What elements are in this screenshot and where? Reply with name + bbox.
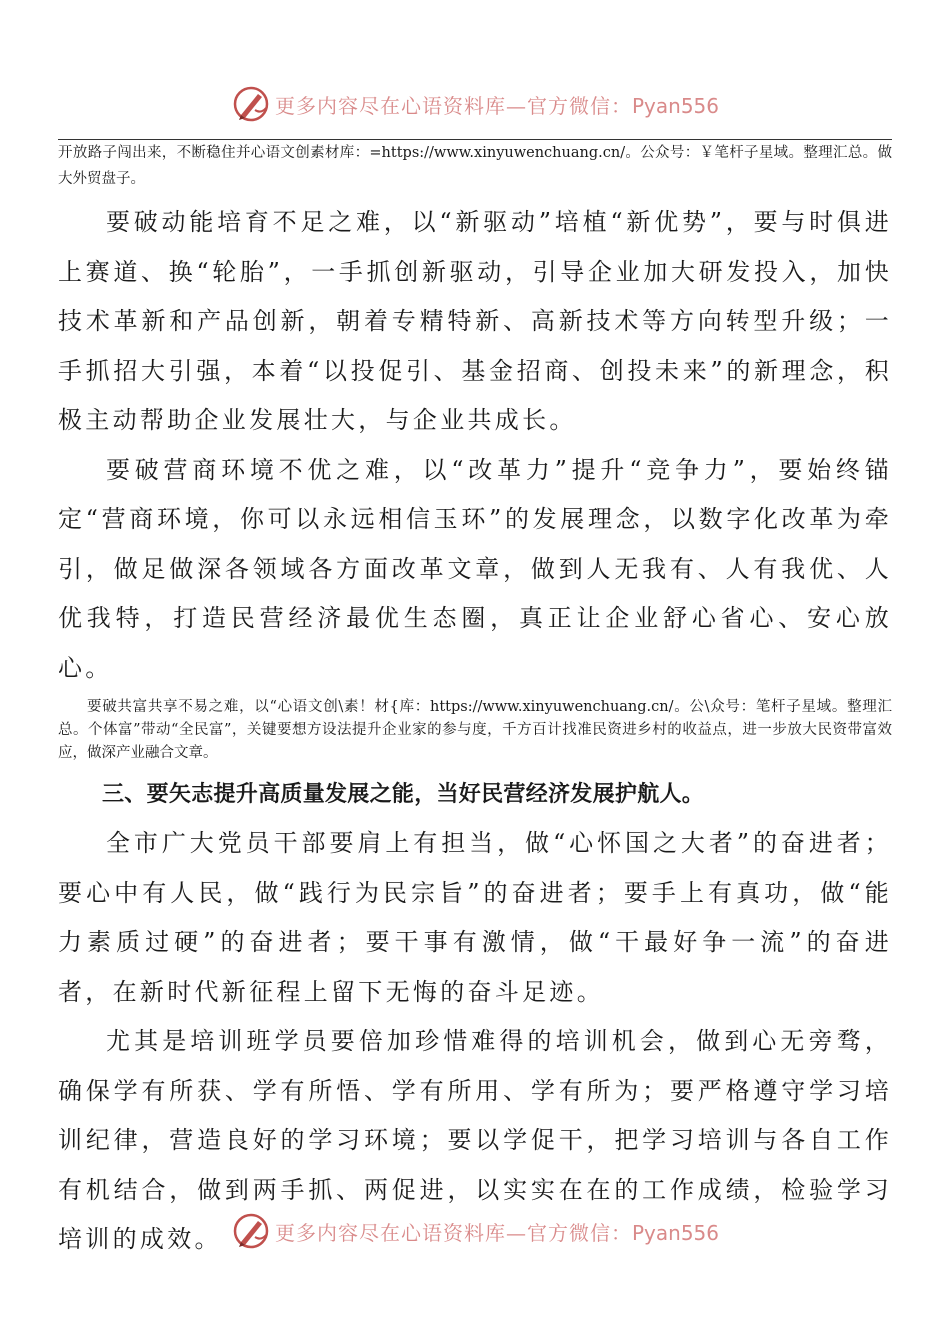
paragraph-business-environment: 要破营商环境不优之难，以“改革力”提升“竞争力”，要始终锚定“营商环境，你可以永远相信玉环”的发展理念，以数字化改革为牵引，做足做深各领域各方面改革文章，做到人无我有、人有我优、人优我特，打造民营经济最优生态圈，真正让企业舒心省心、安心放心。	[58, 455, 892, 682]
paragraph-common-prosperity-note: 要破共富共享不易之难，以“心语文创\素！材{库：https://www.xinyuwenchuang.cn/。公\众号：笔杆子星域。整理汇总。个体富”带动“全民富”，关键要想方设法提升企业家的参与度，千方百计找准民资进乡村的收益点，进一步放大民资带富效应，做深产业融合文章。	[58, 699, 892, 761]
paragraph-trainees: 尤其是培训班学员要倍加珍惜难得的培训机会，做到心无旁骛，确保学有所获、学有所悟、学有所用、学有所为；要严格遵守学习培训纪律，营造良好的学习环境；要以学促干，把学习培训与各自工作有机结合，做到两手抓、两促进，以实实在在的工作成绩，检验学习培训的成效。	[58, 1027, 892, 1253]
banner-wechat-id: Pyan556	[631, 1220, 719, 1245]
paragraph-innovation: 要破动能培育不足之难，以“新驱动”培植“新优势”，要与时俱进上赛道、换“轮胎”，一手抓创新驱动，引导企业加大研发投入，加快技术革新和产品创新，朝着专精特新、高新技术等方向转型升级；一手抓招大引强，本着“以投促引、基金招商、创投未来”的新理念，积极主动帮助企业发展壮大，与企业共成长。	[58, 208, 892, 434]
banner-text	[275, 1217, 719, 1246]
pen-logo-icon	[231, 84, 271, 124]
pen-logo-icon	[231, 1211, 271, 1251]
banner-text	[275, 90, 719, 119]
paragraph-party-members: 全市广大党员干部要肩上有担当，做“心怀国之大者”的奋进者；要心中有人民，做“践行为民宗旨”的奋进者；要手上有真功，做“能力素质过硬”的奋进者；要干事有激情，做“干最好争一流”的奋进者，在新时代新征程上留下无悔的奋斗足迹。	[58, 829, 892, 1006]
footer-banner	[0, 1209, 950, 1253]
document-body	[58, 140, 892, 1265]
banner-label: 更多内容尽在心语资料库—官方微信：	[274, 1220, 632, 1245]
banner-label: 更多内容尽在心语资料库—官方微信：	[274, 93, 632, 118]
section-heading-three: 三、要矢志提升高质量发展之能，当好民营经济发展护航人。	[102, 782, 705, 807]
header-banner	[0, 82, 950, 126]
intro-text: 开放路子闯出来，不断稳住并心语文创素材库：=https://www.xinyuwenchuang.cn/。公众号：￥笔杆子星域。整理汇总。做大外贸盘子。	[58, 145, 892, 187]
banner-wechat-id: Pyan556	[631, 93, 719, 118]
